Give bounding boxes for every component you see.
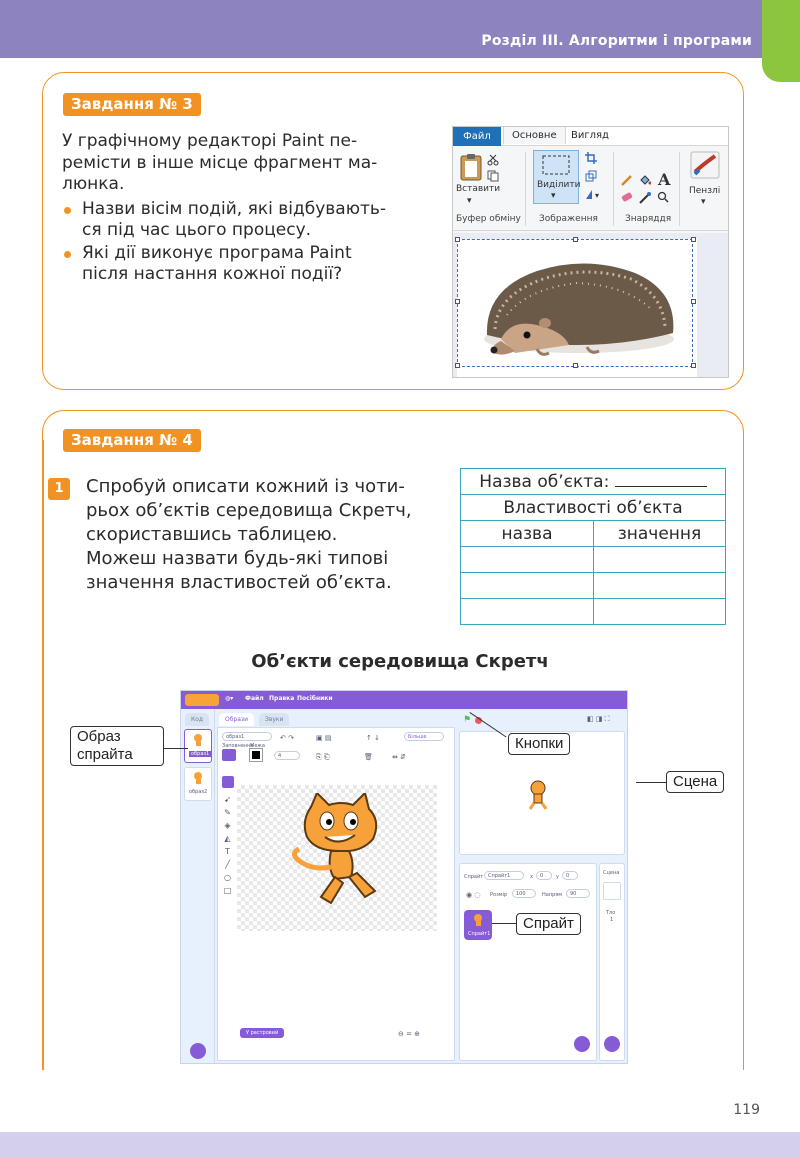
section-title: Розділ ІІІ. Алгоритми і програми: [481, 33, 752, 49]
callout-costume: [70, 726, 164, 766]
costume1-caption: образ1: [191, 751, 210, 757]
task3-bullets: [62, 199, 432, 287]
costume-list: [181, 709, 215, 1064]
bullet-line: після настання кожної події?: [82, 264, 343, 284]
text-tool-icon[interactable]: A: [658, 170, 671, 189]
task3-badge: Завдання № 3: [63, 93, 201, 116]
table-cell: [594, 573, 726, 599]
clipboard-group-label: Буфер обміну: [456, 214, 521, 224]
x-input[interactable]: 0: [536, 871, 552, 880]
menu-tutorials[interactable]: Посібники: [297, 695, 333, 702]
brushes-icon[interactable]: [689, 150, 721, 180]
card-border: [743, 440, 745, 1070]
stage-pane: [599, 863, 625, 1061]
visibility-icons[interactable]: ◉ ◌: [466, 891, 481, 899]
col-name-header: назва: [461, 521, 594, 547]
table-cell: [594, 547, 726, 573]
tab-code[interactable]: Код: [185, 713, 209, 726]
eraser-tool-icon[interactable]: ◈: [224, 821, 231, 830]
paint-tab-main[interactable]: Основне: [503, 126, 566, 144]
selection-rectangle[interactable]: [457, 239, 693, 367]
task4-line: скориставшись таблицею.: [86, 524, 338, 545]
paint-tab-view[interactable]: Вигляд: [571, 130, 609, 141]
page-number: 119: [733, 1102, 760, 1118]
ribbon-separator: [679, 152, 680, 226]
task4-line: рьох об’єктів середовища Скретч,: [86, 500, 412, 521]
sprite-label: Спрайт: [464, 874, 484, 880]
task4-line: Спробуй описати кожний із чоти-: [86, 476, 405, 497]
sprite-name-input[interactable]: Спрайт1: [484, 871, 524, 880]
menu-file[interactable]: Файл: [245, 695, 264, 702]
selection-handle[interactable]: [691, 363, 696, 368]
pencil-icon[interactable]: [621, 174, 633, 186]
task4-line: Можеш назвати будь-які типові: [86, 548, 389, 569]
fill-label: Заповнення: [222, 743, 254, 749]
eraser-icon[interactable]: [621, 192, 633, 202]
select-tool[interactable]: [222, 776, 234, 788]
copy-paste-icons[interactable]: ⎘ ⎗: [316, 753, 330, 761]
task4-instructions: [86, 475, 446, 595]
callout-stage: Сцена: [666, 771, 724, 793]
tab-costumes[interactable]: Образи: [219, 713, 254, 726]
object-table: [460, 468, 726, 625]
cat-thumbnail: [190, 770, 206, 786]
card-border: [42, 440, 44, 1070]
object-name-cell: [461, 469, 726, 495]
selection-handle[interactable]: [691, 299, 696, 304]
chevron-down-icon[interactable]: ▾: [467, 196, 472, 206]
paint-tab-bar: [453, 127, 728, 146]
group-icon[interactable]: ▣ ▤: [316, 734, 332, 742]
size-label: Розмір: [490, 892, 508, 898]
selection-handle[interactable]: [455, 299, 460, 304]
direction-label: Напрям: [542, 892, 563, 898]
convert-bitmap-button[interactable]: У растровий: [240, 1028, 284, 1038]
copy-icon[interactable]: [487, 170, 499, 182]
table-cell: [461, 573, 594, 599]
scratch-subtitle: Об’єкти середовища Скретч: [251, 651, 549, 672]
svg-text:▾: ▾: [595, 191, 600, 200]
selection-handle[interactable]: [573, 363, 578, 368]
zoom-controls[interactable]: ⊖ = ⊕: [398, 1030, 421, 1038]
paste-label[interactable]: Вставити: [456, 184, 501, 194]
scratch-logo[interactable]: [185, 694, 219, 706]
circle-tool-icon[interactable]: ○: [224, 873, 231, 882]
select-rectangle-icon: [541, 154, 571, 176]
object-name-label: Назва об’єкта:: [479, 471, 610, 492]
table-cell: [594, 599, 726, 625]
table-cell: [461, 599, 594, 625]
paint-ribbon: [453, 146, 728, 231]
header-band: [0, 0, 762, 58]
choose-sprite-button[interactable]: [574, 1036, 590, 1052]
task4-badge: Завдання № 4: [63, 429, 201, 452]
line-tool-icon[interactable]: ╱: [225, 860, 230, 869]
scratch-cat-on-stage[interactable]: [525, 779, 551, 811]
task4-line: значення властивостей об’єкта.: [86, 572, 392, 593]
col-value-header: значення: [594, 521, 726, 547]
x-label: x: [530, 874, 533, 880]
task3-line: ремісти в інше місце фрагмент ма-: [62, 152, 378, 173]
selection-handle[interactable]: [455, 237, 460, 242]
stage-label: Сцена: [603, 870, 620, 876]
undo-icon[interactable]: ↶ ↷: [280, 734, 294, 742]
reshape-tool-icon[interactable]: ➹: [224, 795, 231, 804]
ribbon-separator: [613, 152, 614, 226]
backdrops-count: 1: [610, 917, 614, 923]
backdrop-thumbnail[interactable]: [603, 882, 621, 900]
y-input[interactable]: 0: [562, 871, 578, 880]
paint-screenshot: [452, 126, 729, 378]
ribbon-separator: [525, 152, 526, 226]
text-tool-icon[interactable]: T: [225, 847, 230, 856]
chevron-down-icon: ▾: [551, 191, 556, 201]
callout-sprite: Спрайт: [516, 913, 581, 935]
paint-tab-file[interactable]: Файл: [453, 127, 501, 146]
flip-icons[interactable]: ⇹ ⇵: [392, 753, 406, 761]
rotate-icon[interactable]: [585, 188, 603, 200]
brushes-label[interactable]: Пензлі: [689, 186, 721, 196]
fill-tool-icon[interactable]: ◭: [224, 834, 231, 843]
outline-color-swatch[interactable]: [250, 749, 262, 761]
size-input[interactable]: 100: [512, 889, 536, 898]
brush-tool-icon[interactable]: ✎: [224, 808, 231, 817]
outline-width-input[interactable]: 4: [274, 751, 300, 760]
tools-group-label: Знаряддя: [625, 214, 672, 224]
card-bottom-mask: [40, 1070, 750, 1120]
color-picker-icon[interactable]: [639, 192, 651, 204]
object-name-blank: [615, 473, 707, 487]
backdrops-label: Тло: [606, 910, 616, 916]
choose-costume-button[interactable]: [190, 1043, 206, 1059]
bullet-item: [62, 199, 432, 241]
scratch-menu-bar: [181, 691, 627, 709]
costume-name-input[interactable]: образ1: [222, 732, 272, 741]
magnifier-icon[interactable]: [657, 191, 669, 203]
fill-bucket-icon[interactable]: [639, 174, 651, 186]
task3-line: У графічному редакторі Paint пе-: [62, 131, 358, 151]
callout-costume-line: Образ: [77, 728, 121, 745]
globe-icon[interactable]: ◍▾: [225, 695, 234, 702]
image-group-label: Зображення: [539, 214, 598, 224]
selection-handle[interactable]: [691, 237, 696, 242]
resize-icon[interactable]: [585, 170, 597, 182]
delete-icon[interactable]: 🗑: [364, 753, 373, 761]
more-menu[interactable]: Більше: [404, 732, 444, 741]
sprite-pane: [459, 863, 597, 1061]
bullet-line: Які дії виконує програма Paint: [82, 243, 352, 263]
scratch-cat-costume: [281, 793, 391, 913]
direction-input[interactable]: 90: [566, 889, 590, 898]
costume2-caption: образ2: [189, 789, 208, 795]
clipboard-icon[interactable]: [459, 152, 485, 182]
y-label: y: [556, 874, 559, 880]
sprite-thumb-caption: Спрайт1: [468, 931, 491, 937]
cut-icon[interactable]: [487, 154, 499, 166]
fill-color-swatch[interactable]: [222, 749, 236, 761]
leader-line: [492, 923, 516, 924]
table-cell: [461, 547, 594, 573]
properties-header: Властивості об’єкта: [461, 495, 726, 521]
task3-instructions: [62, 131, 422, 196]
crop-icon[interactable]: [585, 152, 597, 164]
cat-thumbnail: [470, 912, 486, 928]
footer-band: [0, 1132, 800, 1158]
outline-label: Межа: [250, 743, 265, 749]
callout-buttons: Кнопки: [508, 733, 570, 755]
forward-icon[interactable]: ↑ ↓: [366, 734, 380, 742]
paint-canvas-area[interactable]: [453, 233, 729, 378]
chapter-tab: [762, 0, 800, 82]
cat-thumbnail: [190, 732, 206, 748]
bullet-line: Назви вісім подій, які відбувають-: [82, 199, 387, 219]
selection-handle[interactable]: [455, 363, 460, 368]
task3-line: люнка.: [62, 174, 125, 194]
green-flag-icon[interactable]: ⚑: [463, 715, 472, 725]
stage-size-icons[interactable]: ◧ ◨ ⛶: [587, 715, 610, 723]
chevron-down-icon[interactable]: ▾: [701, 197, 706, 207]
bullet-item: [62, 243, 432, 285]
leader-line: [164, 748, 188, 749]
leader-line: [636, 782, 666, 783]
selection-handle[interactable]: [573, 237, 578, 242]
rectangle-tool-icon[interactable]: □: [223, 886, 232, 895]
select-label: Виділити: [537, 180, 581, 190]
tab-sounds[interactable]: Звуки: [259, 713, 289, 726]
bullet-line: ся під час цього процесу.: [82, 220, 312, 240]
callout-costume-line: спрайта: [77, 746, 133, 763]
step-number: 1: [48, 478, 70, 500]
choose-backdrop-button[interactable]: [604, 1036, 620, 1052]
menu-edit[interactable]: Правка: [269, 695, 295, 702]
